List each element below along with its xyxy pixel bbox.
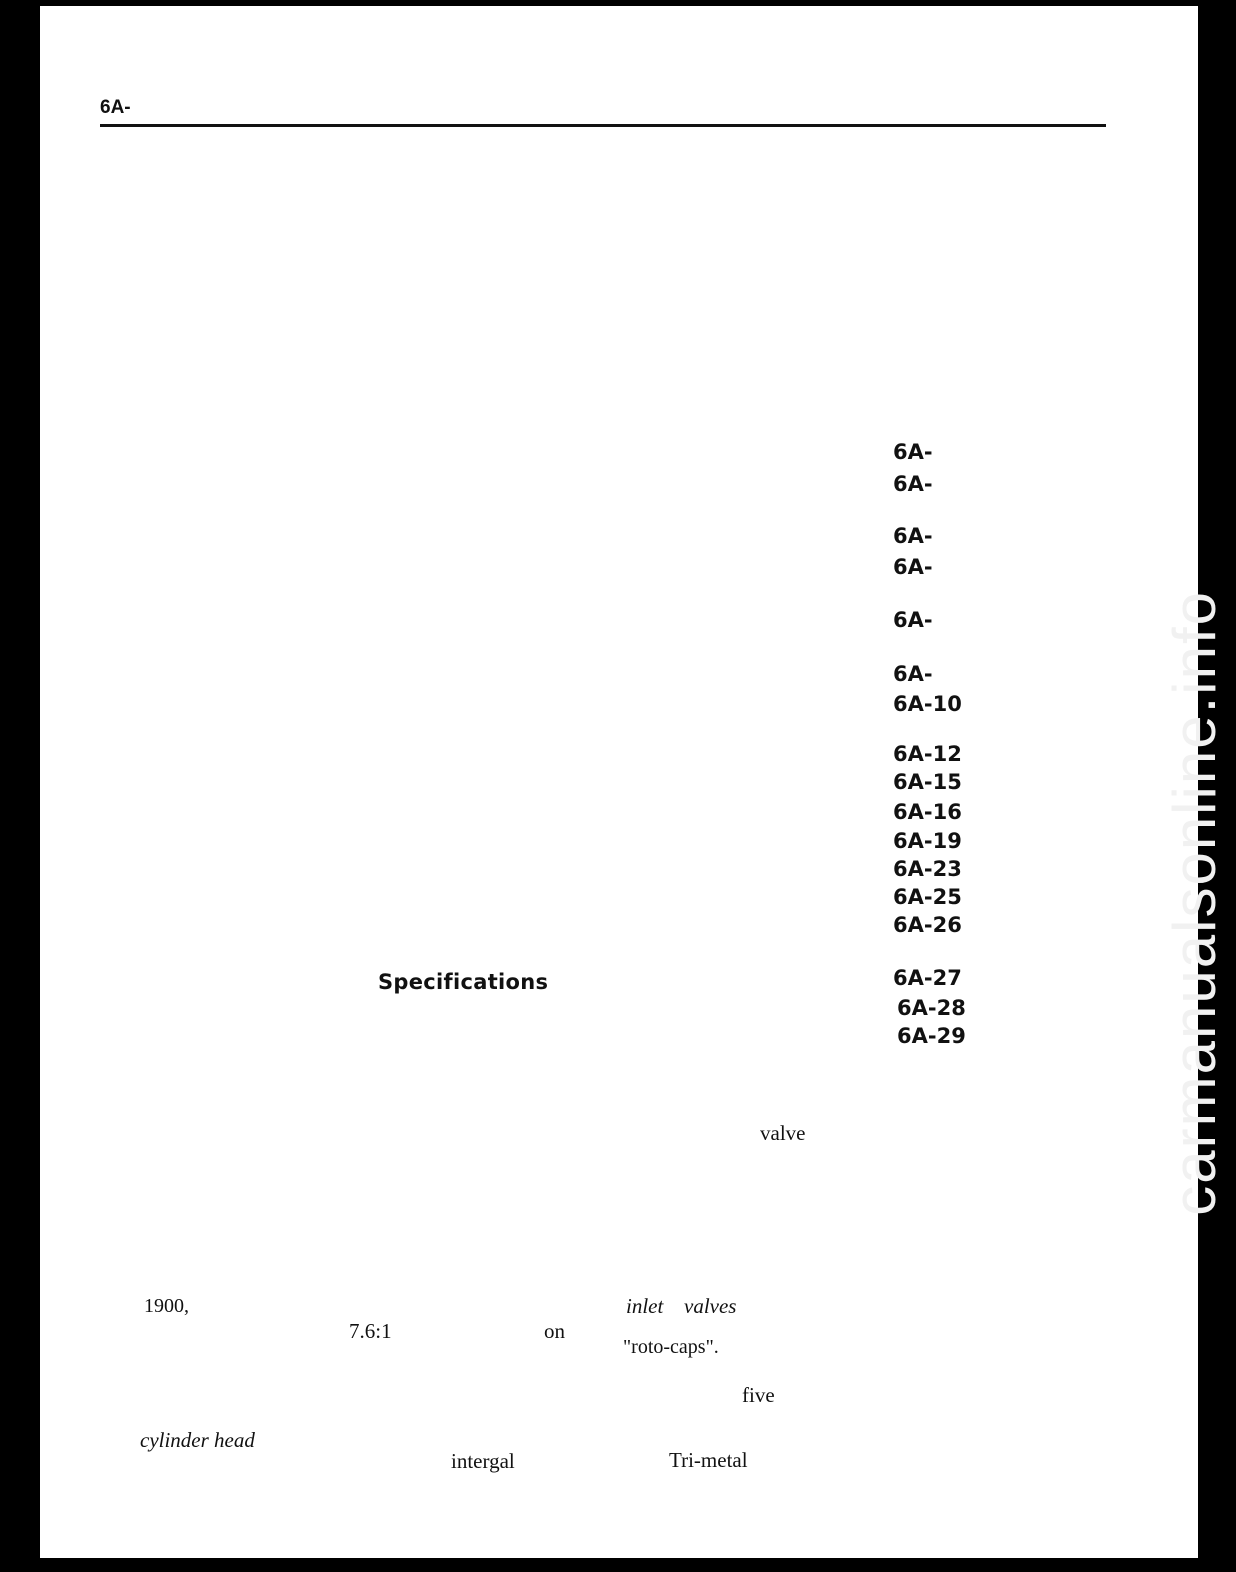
- toc-page-ref[interactable]: 6A-27: [893, 966, 962, 990]
- toc-page-ref[interactable]: 6A-15: [893, 770, 962, 794]
- paper-sheet: [40, 6, 1198, 1558]
- header-divider: [100, 124, 1106, 127]
- scan-border-bottom: [316, 1558, 1198, 1566]
- toc-page-ref[interactable]: 6A-23: [893, 857, 962, 881]
- watermark: carmanualsonline.info: [1161, 590, 1228, 1216]
- body-word-intergal: intergal: [451, 1449, 515, 1473]
- body-word-valves: valves: [684, 1294, 737, 1318]
- body-word-inlet: inlet: [626, 1294, 664, 1318]
- body-cylinder-head: cylinder head: [140, 1428, 255, 1452]
- body-roto-caps: "roto-caps".: [623, 1336, 719, 1358]
- toc-specifications-heading[interactable]: Specifications: [378, 970, 549, 994]
- toc-page-ref[interactable]: 6A-: [893, 472, 933, 496]
- toc-page-ref[interactable]: 6A-19: [893, 829, 962, 853]
- body-compression-ratio: 7.6:1: [349, 1319, 392, 1343]
- toc-page-ref[interactable]: 6A-: [893, 662, 933, 686]
- body-word-five: five: [742, 1383, 775, 1407]
- body-tri-metal: Tri-metal: [669, 1448, 748, 1472]
- toc-page-ref[interactable]: 6A-: [893, 555, 933, 579]
- toc-page-ref[interactable]: 6A-28: [897, 996, 966, 1020]
- toc-page-ref[interactable]: 6A-: [893, 440, 933, 464]
- page-number-label: 6A-: [100, 97, 131, 118]
- body-word-valve: valve: [760, 1121, 806, 1145]
- toc-page-ref[interactable]: 6A-: [893, 524, 933, 548]
- toc-page-ref[interactable]: 6A-16: [893, 800, 962, 824]
- toc-page-ref[interactable]: 6A-: [893, 608, 933, 632]
- toc-page-ref[interactable]: 6A-29: [897, 1024, 966, 1048]
- toc-page-ref[interactable]: 6A-12: [893, 742, 962, 766]
- toc-page-ref[interactable]: 6A-26: [893, 913, 962, 937]
- scan-border-left: [0, 0, 40, 1572]
- toc-page-ref[interactable]: 6A-10: [893, 692, 962, 716]
- body-year: 1900,: [144, 1295, 189, 1317]
- body-word-on: on: [544, 1319, 565, 1343]
- toc-page-ref[interactable]: 6A-25: [893, 885, 962, 909]
